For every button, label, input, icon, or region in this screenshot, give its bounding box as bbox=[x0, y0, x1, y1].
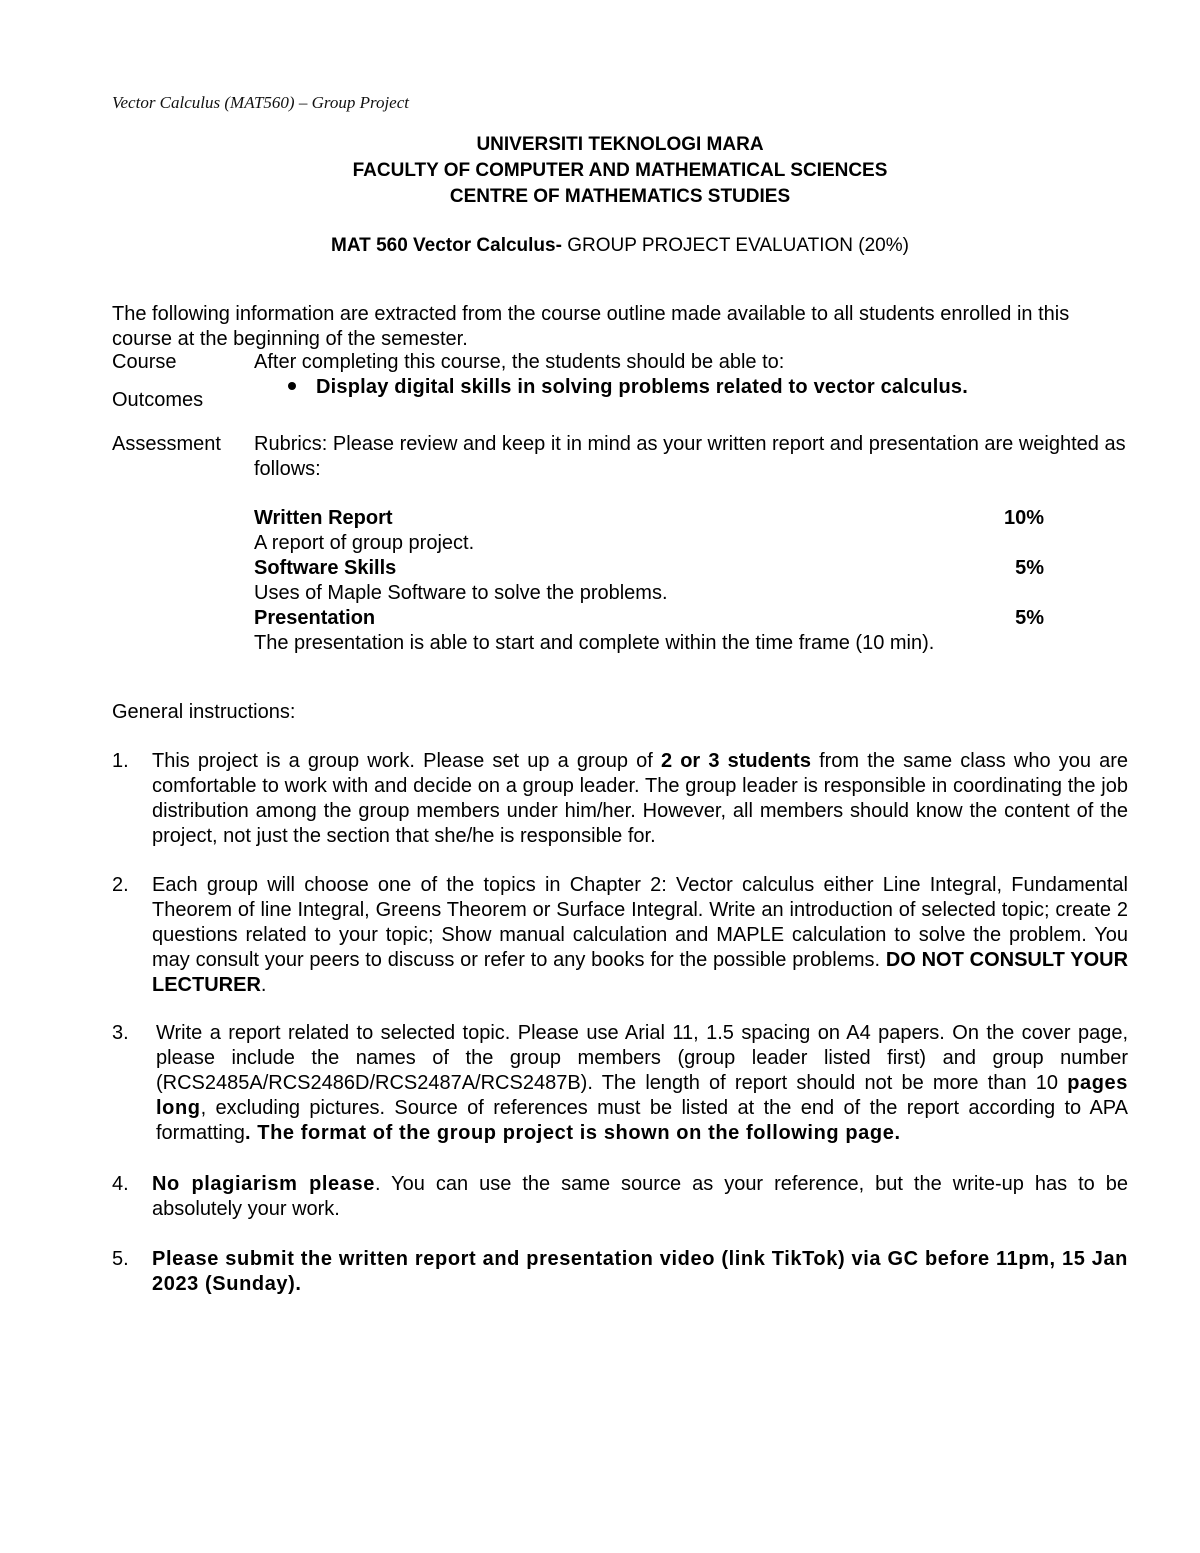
course-code: MAT 560 Vector Calculus- bbox=[331, 235, 562, 256]
intro-paragraph: The following information are extracted from the course outline made available to all students enrolled in this course at the beginning of the semester. bbox=[112, 303, 1070, 350]
general-instructions-heading: General instructions: bbox=[112, 701, 296, 723]
document-subtitle bbox=[0, 233, 1200, 258]
centre-name: CENTRE OF MATHEMATICS STUDIES bbox=[449, 186, 791, 207]
rubric-title: Presentation 5% bbox=[254, 607, 1044, 629]
rubric-percent: 10% bbox=[1003, 507, 1044, 529]
outcomes-label-2: Outcomes bbox=[112, 389, 204, 411]
rubric-presentation bbox=[254, 606, 1044, 656]
rubric-desc: Uses of Maple Software to solve the problems. bbox=[254, 582, 668, 604]
item-number: 4. bbox=[112, 1173, 129, 1195]
rubric-title: Written Report 10% bbox=[254, 507, 1044, 529]
bullet-icon bbox=[288, 382, 296, 390]
item-number: 5. bbox=[112, 1248, 129, 1270]
item-text: Each group will choose one of the topics in Chapter 2: Vector calculus either Line Integral, Fundamental Theorem of line Integral, Greens Theorem or Surface Integral. Write an introduction of selected topic; create 2 questions related to your topic; Show manual calculation and MAPLE calculation to solve the problem. You may consult your peers to discuss or refer to any books for the possible problems. DO NOT CONSULT YOUR LECTURER. bbox=[152, 874, 1129, 996]
item-number: 2. bbox=[112, 874, 129, 896]
assessment-text: Rubrics: Please review and keep it in mind as your written report and presentation are weighted as follows: bbox=[254, 433, 1126, 480]
faculty-name: FACULTY OF COMPUTER AND MATHEMATICAL SCIENCES bbox=[352, 160, 888, 181]
running-header: Vector Calculus (MAT560) – Group Project bbox=[112, 93, 409, 112]
item-number: 1. bbox=[112, 750, 129, 772]
outcome-text: Display digital skills in solving problems related to vector calculus. bbox=[316, 376, 968, 398]
item-text: Write a report related to selected topic. Please use Arial 11, 1.5 spacing on A4 papers. On the cover page, please include the names of the group members (group leader listed first) and group number (RCS2485A/RCS2486D/RCS2487A/RCS2487B). The length of report should not be more than 10 pages long, excluding pictures. Source of references must be listed at the end of the report according to APA formatting. The format of the group project is shown on the following page. bbox=[156, 1022, 1128, 1144]
outcome-bullet bbox=[254, 375, 1134, 400]
rubric-software-skills bbox=[254, 556, 1044, 606]
rubric-percent: 5% bbox=[1015, 557, 1044, 579]
rubric-title: Software Skills 5% bbox=[254, 557, 1044, 579]
rubric-percent: 5% bbox=[1015, 607, 1044, 629]
outcomes-lead: After completing this course, the students should be able to: bbox=[254, 351, 785, 373]
rubric-written-report bbox=[254, 506, 1044, 556]
item-number: 3. bbox=[112, 1022, 129, 1044]
outcomes-content bbox=[254, 350, 1134, 400]
university-name: UNIVERSITI TEKNOLOGI MARA bbox=[476, 134, 764, 155]
outcomes-label-1: Course bbox=[112, 351, 177, 373]
item-text: No plagiarism please. You can use the same source as your reference, but the write-up has to be absolutely your work. bbox=[152, 1173, 1129, 1220]
item-text: This project is a group work. Please set up a group of 2 or 3 students from the same class who you are comfortable to work with and decide on a group leader. The group leader is responsible in coordinating the job distribution among the group members under him/her. However, all members should know the content of the project, not just the section that she/he is responsible for. bbox=[152, 750, 1129, 847]
assessment-label: Assessment bbox=[112, 433, 221, 455]
rubric-desc: The presentation is able to start and complete within the time frame (10 min). bbox=[254, 632, 935, 654]
title-block bbox=[0, 132, 1200, 210]
rubric-desc: A report of group project. bbox=[254, 532, 475, 554]
evaluation-title: GROUP PROJECT EVALUATION (20%) bbox=[561, 235, 909, 256]
item-text: Please submit the written report and presentation video (link TikTok) via GC before 11pm, 15 Jan 2023 (Sunday). bbox=[152, 1248, 1128, 1295]
